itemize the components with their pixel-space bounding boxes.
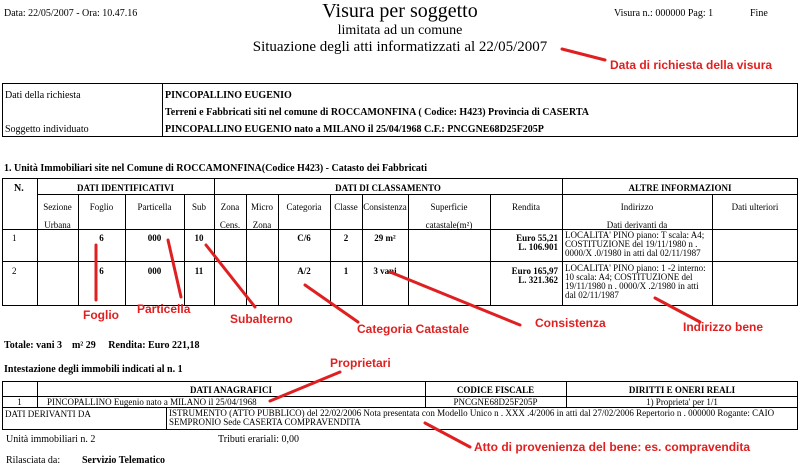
- row2-sub: 11: [194, 266, 204, 276]
- request-label: Dati della richiesta: [5, 90, 81, 101]
- annotation-consistenza: Consistenza: [535, 316, 606, 330]
- arrow-indirizzo: [655, 298, 700, 322]
- row1-particella: 000: [147, 233, 162, 243]
- col-particella: Particella: [137, 202, 172, 212]
- tributi-erariali: Tributi erariali: 0,00: [218, 434, 300, 445]
- col-sub: Sub: [191, 202, 206, 212]
- request-name: PINCOPALLINO EUGENIO: [165, 90, 292, 101]
- annotation-atto: Atto di provenienza del bene: es. compravendita: [474, 440, 751, 454]
- row2-rendita-lire: L. 321.362: [518, 275, 558, 285]
- annotation-proprietari: Proprietari: [330, 356, 391, 370]
- row1-classe: 2: [343, 233, 349, 243]
- unita-count: Unità immobiliari n. 2: [6, 434, 96, 445]
- col-classe: Classe: [334, 202, 358, 212]
- row1-rendita-euro: Euro 55,21: [516, 233, 558, 243]
- row1-n: 1: [12, 233, 17, 243]
- codice-fiscale-header: CODICE FISCALE: [456, 385, 535, 395]
- row2-indirizzo: LOCALITA' PINO piano: 1 -2 interno: 10 scala: A4; COSTITUZIONE del 19/11/1980 n . 0000/X .2/1980 in atti dal 02/11/1987: [565, 263, 706, 300]
- row2-categoria: A/2: [297, 266, 311, 276]
- row2-consistenza: 3 vani: [373, 266, 397, 276]
- dati-identificativi-header: DATI IDENTIFICATIVI: [77, 183, 174, 193]
- col-dati-ulteriori: Dati ulteriori: [731, 202, 779, 212]
- row2-classe: 1: [343, 266, 349, 276]
- soggetto-value: PINCOPALLINO EUGENIO nato a MILANO il 25/04/1968 C.F.: PNCGNE68D25F205P: [165, 124, 544, 135]
- arrow-particella: [168, 240, 181, 297]
- row2-particella: 000: [147, 266, 162, 276]
- owner-n: 1: [17, 397, 22, 407]
- page-title: Visura per soggetto: [322, 0, 478, 22]
- arrow-proprietari: [270, 372, 340, 401]
- annotation-subalterno: Subalterno: [230, 312, 293, 326]
- col-catastale: catastale(m²): [425, 220, 473, 230]
- request-terreni: Terreni e Fabbricati siti nel comune di ROCCAMONFINA ( Codice: H423) Provincia di CASERTA: [165, 107, 589, 118]
- visura-number: Visura n.: 000000 Pag: 1: [614, 8, 714, 19]
- section1-title: 1. Unità Immobiliari site nel Comune di ROCCAMONFINA(Codice H423) - Catasto dei Fabbricati: [4, 163, 428, 174]
- row2-rendita-euro: Euro 165,97: [511, 266, 558, 276]
- diritti-header: DIRITTI E ONERI REALI: [628, 385, 736, 395]
- row1-rendita-lire: L. 106.901: [518, 242, 558, 252]
- col-n: N.: [14, 183, 24, 194]
- altre-informazioni-header: ALTRE INFORMAZIONI: [628, 183, 732, 193]
- rilasciata-label: Rilasciata da:: [6, 455, 61, 466]
- annotation-indirizzo: Indirizzo bene: [683, 320, 764, 334]
- servizio-telematico: Servizio Telematico: [82, 455, 166, 466]
- annotation-foglio: Foglio: [83, 308, 119, 322]
- col-rendita: Rendita: [512, 202, 540, 212]
- totale-line: Totale: vani 3 m² 29 Rendita: Euro 221,18: [4, 340, 200, 351]
- arrow-subalterno: [206, 245, 255, 307]
- col-categoria: Categoria: [286, 202, 322, 212]
- dati-classamento-header: DATI DI CLASSAMENTO: [335, 183, 441, 193]
- col-zona2: Zona: [252, 220, 272, 230]
- row1-indirizzo: LOCALITA' PINO piano: T scala: A4; COSTITUZIONE del 19/11/1980 n . 0000/X .0/1980 in atti dal 02/11/1987: [565, 230, 705, 258]
- page-subtitle: limitata ad un comune: [337, 23, 463, 38]
- col-sezione: Sezione: [43, 202, 72, 212]
- date-time: Data: 22/05/2007 - Ora: 10.47.16: [4, 8, 138, 19]
- col-foglio: Foglio: [89, 202, 114, 212]
- dati-anagrafici-header: DATI ANAGRAFICI: [189, 385, 273, 395]
- col-superficie: Superficie: [430, 202, 468, 212]
- row2-foglio: 6: [99, 266, 104, 276]
- annotation-data-richiesta: Data di richiesta della visura: [610, 58, 773, 72]
- arrow-categoria: [305, 285, 358, 322]
- col-zona: Zona: [220, 202, 240, 212]
- annotation-particella: Particella: [137, 302, 191, 316]
- owner-cf: PNCGNE68D25F205P: [453, 397, 538, 407]
- row2-n: 2: [12, 266, 17, 276]
- derivanti-label: DATI DERIVANTI DA: [5, 409, 91, 419]
- col-micro: Micro: [251, 202, 273, 212]
- col-indirizzo: Indirizzo: [620, 202, 654, 212]
- derivanti-text: ISTRUMENTO (ATTO PUBBLICO) del 22/02/2006 Nota presentata con Modello Unico n . XXX .4/2006 in atti dal 27/02/2006 Repertorio n . 000000 Rogante: CAIO SEMPRONIO Sede CASERTA COMPRAVENDITA: [169, 408, 775, 427]
- arrow-consistenza: [390, 272, 520, 325]
- soggetto-label: Soggetto individuato: [5, 124, 89, 135]
- col-urbana: Urbana: [44, 220, 71, 230]
- col-cens: Cens.: [219, 220, 241, 230]
- arrow-atto: [425, 423, 470, 447]
- col-consistenza: Consistenza: [363, 202, 407, 212]
- owner-name: PINCOPALLINO Eugenio nato a MILANO il 25/04/1968: [47, 397, 257, 407]
- owner-diritti: 1) Proprieta' per 1/1: [646, 397, 718, 407]
- row1-sub: 10: [194, 233, 204, 243]
- row1-consistenza: 29 m²: [374, 233, 396, 243]
- annotation-categoria: Categoria Catastale: [357, 322, 470, 336]
- intestazione-title: Intestazione degli immobili indicati al n. 1: [4, 364, 183, 375]
- situation-date: Situazione degli atti informatizzati al 22/05/2007: [252, 39, 548, 55]
- arrow-data-richiesta: [562, 49, 605, 60]
- col-dati-derivanti: Dati derivanti da: [606, 220, 668, 230]
- fine-label: Fine: [750, 8, 768, 19]
- row1-categoria: C/6: [297, 233, 311, 243]
- row1-foglio: 6: [99, 233, 104, 243]
